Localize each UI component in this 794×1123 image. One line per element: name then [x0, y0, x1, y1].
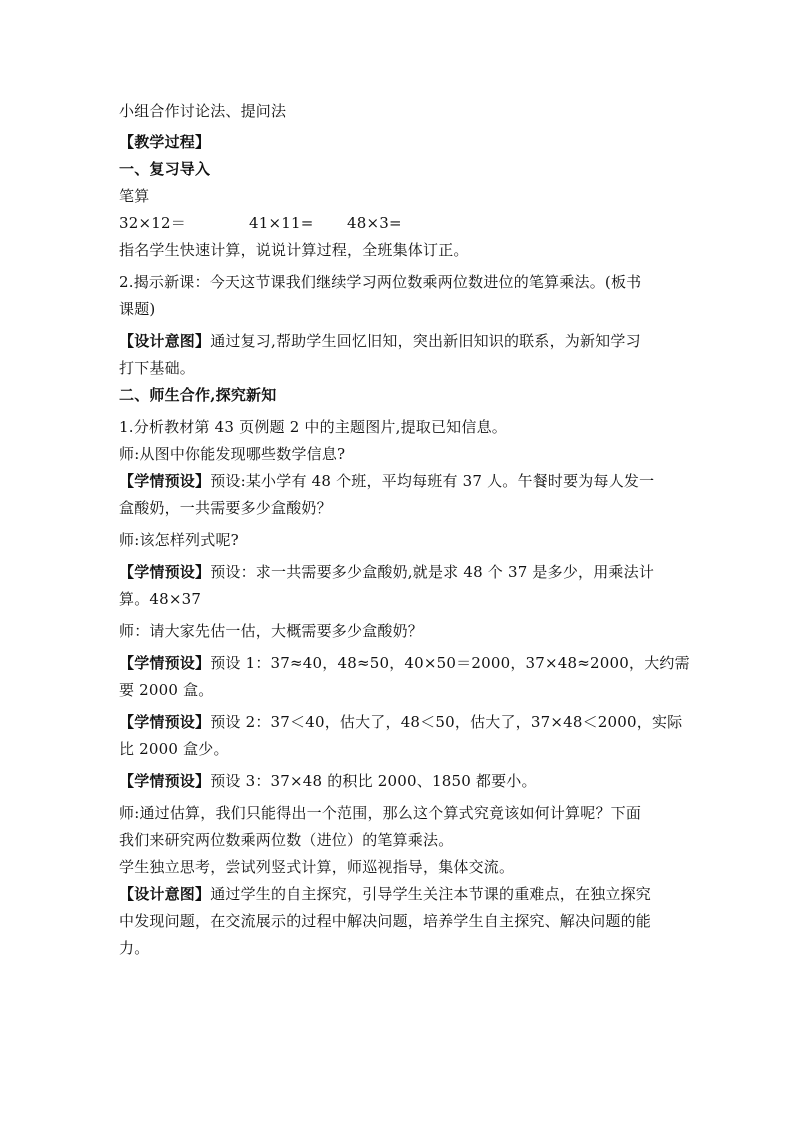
teaching-process-heading: 【教学过程】: [119, 133, 211, 151]
student-preset-text: 预设：求一共需要多少盒酸奶,就是求 48 个 37 是多少，用乘法计: [210, 563, 655, 581]
equation-1: 32×12＝: [119, 214, 186, 232]
student-preset-2-continued: 算。48×37: [119, 590, 202, 608]
student-preset-tag: 【学情预设】: [119, 772, 211, 790]
teaching-method-line: 小组合作讨论法、提问法: [119, 102, 287, 120]
analysis-line: 1.分析教材第 43 页例题 2 中的主题图片,提取已知信息。: [119, 418, 507, 436]
student-preset-4: [119, 711, 683, 733]
section-explore-title: 二、师生合作,探究新知: [119, 386, 277, 404]
written-calculation-label: 笔算: [119, 187, 150, 205]
design-intent-tag: 【设计意图】: [119, 885, 211, 903]
document-body: [119, 100, 690, 959]
review-step-1: 指名学生快速计算，说说计算过程，全班集体订正。: [119, 241, 469, 259]
teacher-question-2: 师:该怎样列式呢?: [119, 531, 239, 549]
student-preset-tag: 【学情预设】: [119, 472, 211, 490]
teacher-question-1: 师:从图中你能发现哪些数学信息?: [119, 445, 346, 463]
student-preset-1: [119, 470, 675, 492]
teacher-question-4-continued: 我们来研究两位数乘两位数（进位）的笔算乘法。: [119, 831, 454, 849]
design-intent-2: [119, 883, 675, 905]
student-preset-text: 预设 3：37×48 的积比 2000、1850 都要小。: [210, 772, 537, 790]
design-intent-text: 通过复习,帮助学生回忆旧知，突出新旧知识的联系，为新知学习: [210, 332, 641, 350]
design-intent-tag: 【设计意图】: [119, 332, 211, 350]
equation-3: 48×3=: [347, 214, 402, 232]
student-preset-tag: 【学情预设】: [119, 563, 211, 581]
new-lesson-line-2: 课题): [119, 300, 156, 318]
student-preset-3: [119, 652, 690, 674]
student-preset-1-continued: 盒酸奶，一共需要多少盒酸奶？: [119, 499, 332, 517]
teacher-question-4: 师:通过估算，我们只能得出一个范围，那么这个算式究竟该如何计算呢？下面: [119, 804, 642, 822]
student-preset-5: [119, 770, 675, 792]
design-intent-1: [119, 330, 675, 352]
student-preset-2: [119, 561, 675, 583]
design-intent-2-end: 力。: [119, 939, 150, 957]
student-preset-tag: 【学情预设】: [119, 654, 211, 672]
design-intent-2-continued: 中发现问题，在交流展示的过程中解决问题，培养学生自主探究、解决问题的能: [119, 912, 652, 930]
section-review-title: 一、复习导入: [119, 160, 211, 178]
equation-2: 41×11=: [249, 214, 314, 232]
student-preset-3-continued: 要 2000 盒。: [119, 681, 214, 699]
new-lesson-line-1: 2.揭示新课：今天这节课我们继续学习两位数乘两位数进位的笔算乘法。(板书: [119, 273, 642, 291]
student-preset-text: 预设 1：37≈40，48≈50，40×50＝2000，37×48≈2000，大约需: [210, 654, 690, 672]
student-independent-work: 学生独立思考，尝试列竖式计算，师巡视指导，集体交流。: [119, 858, 515, 876]
student-preset-4-continued: 比 2000 盒少。: [119, 740, 229, 758]
teacher-question-3: 师：请大家先估一估，大概需要多少盒酸奶？: [119, 622, 424, 640]
review-equations: [119, 212, 675, 234]
student-preset-text: 预设 2：37＜40，估大了，48＜50，估大了，37×48＜2000，实际: [210, 713, 683, 731]
design-intent-text: 通过学生的自主探究，引导学生关注本节课的重难点，在独立探究: [210, 885, 652, 903]
student-preset-tag: 【学情预设】: [119, 713, 211, 731]
student-preset-text: 预设:某小学有 48 个班，平均每班有 37 人。午餐时要为每人发一: [210, 472, 655, 490]
design-intent-1-continued: 打下基础。: [119, 359, 196, 377]
